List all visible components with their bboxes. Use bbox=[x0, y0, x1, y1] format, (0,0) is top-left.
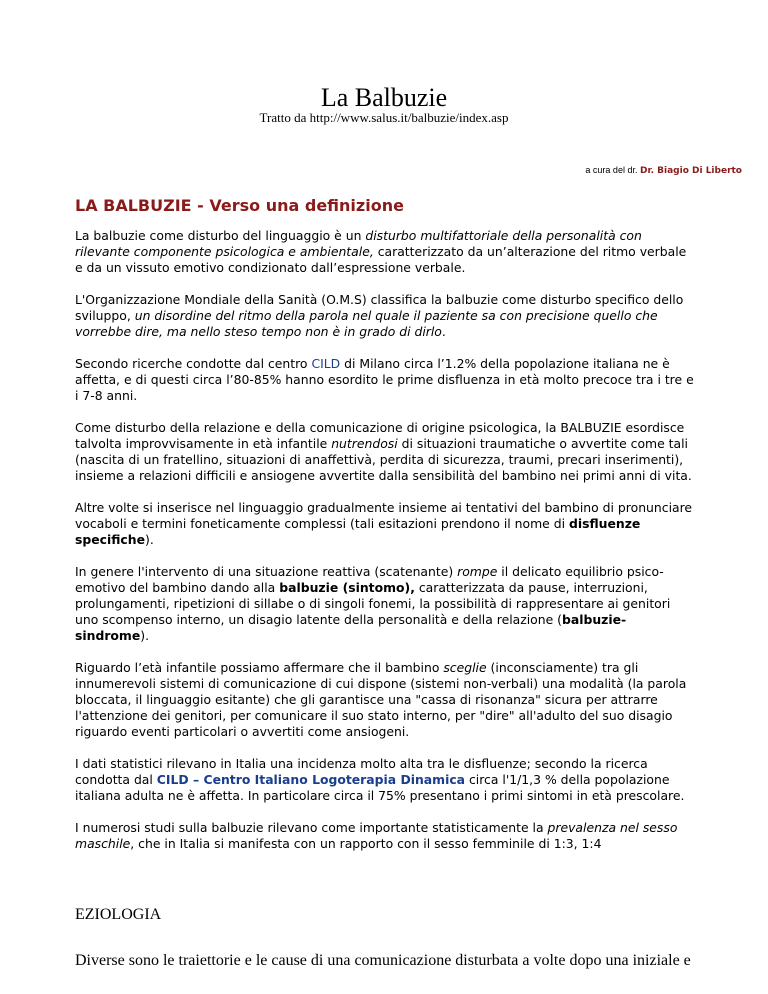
p1-italic: disturbo multifattoriale della personalità con rilevante componente psicologica e ambientale, bbox=[75, 228, 642, 259]
p6-text-c: il delicato equilibrio psico-emotivo del bambino dando alla bbox=[75, 564, 664, 595]
cild-link[interactable]: CILD bbox=[311, 356, 341, 371]
p4-text-a: Come disturbo della relazione e della comunicazione di origine psicologica, la BALBUZIE esordisce talvolta improvvisamente in età infantile bbox=[75, 420, 685, 451]
p3-text-b: di Milano circa l’1.2% della popolazione italiana ne è affetta, e di questi circa l’80-85% hanno esordito le prime disfluenza in età molto precoce tra i tre e i 7-8 anni. bbox=[75, 356, 694, 403]
p9-text-a: I numerosi studi sulla balbuzie rilevano come importante statisticamente la bbox=[75, 820, 548, 835]
p4-text-c: di situazioni traumatiche o avvertite come tali (nascita di un fratellino, situazioni di anaffettivà, perdita di sicurezza, traumi, precari inserimenti), insieme a relazioni difficili e ansiogene avvertite dalla sensibilità del bambino nei primi anni di vita. bbox=[75, 436, 692, 483]
p5-bold: disfluenze specifiche bbox=[75, 516, 641, 547]
section-heading: LA BALBUZIE - Verso una definizione bbox=[75, 196, 404, 215]
paragraph-1 bbox=[75, 228, 697, 276]
p2-text-a: L'Organizzazione Mondiale della Sanità (O.M.S) classifica la balbuzie come disturbo specifico dello sviluppo, bbox=[75, 292, 684, 323]
credit-prefix: a cura del dr. bbox=[585, 165, 640, 175]
p7-text-a: Riguardo l’età infantile possiamo affermare che il bambino bbox=[75, 660, 444, 675]
paragraph-7 bbox=[75, 660, 697, 740]
p1-text-c: caratterizzato da un’alterazione del ritmo verbale e da un vissuto emotivo condizionato dall’espressione verbale. bbox=[75, 244, 687, 275]
author-credit bbox=[585, 164, 742, 177]
cild-full-link[interactable]: CILD – Centro Italiano Logoterapia Dinamica bbox=[156, 772, 466, 787]
p6-bold-2: balbuzie-sindrome bbox=[75, 612, 627, 643]
p6-italic: rompe bbox=[457, 564, 498, 579]
p7-italic: sceglie bbox=[443, 660, 487, 675]
p6-text-a: In genere l'intervento di una situazione reattiva (scatenante) bbox=[75, 564, 458, 579]
section2-heading: EZIOLOGIA bbox=[75, 906, 162, 923]
p9-italic: prevalenza nel sesso maschile bbox=[75, 820, 678, 851]
body-text bbox=[75, 228, 697, 868]
p2-italic: un disordine del ritmo della parola nel quale il paziente sa con precisione quello che vorrebbe dire, ma nello steso tempo non è in grado di dirlo bbox=[75, 308, 658, 339]
paragraph-3 bbox=[75, 356, 697, 404]
paragraph-4 bbox=[75, 420, 697, 484]
p6-text-g: ). bbox=[140, 628, 150, 643]
paragraph-2 bbox=[75, 292, 697, 340]
p7-text-c: (inconsciamente) tra gli innumerevoli sistemi di comunicazione di cui dispone (sistemi non-verbali) una modalità (la parola bloccata, il linguaggio esitante) che gli garantisce una "cassa di risonanza" sicura per attrarre l'attenzione dei genitori, per comunicare il suo stato interno, per "dire" all'adulto del suo disagio riguardo eventi particolari o avvertiti come ansiogeni. bbox=[75, 660, 687, 739]
p5-text-c: ). bbox=[145, 532, 154, 547]
p3-text-a: Secondo ricerche condotte dal centro bbox=[75, 356, 312, 371]
p8-text-a: I dati statistici rilevano in Italia una incidenza molto alta tra le disfluenze; secondo la ricerca condotta dal bbox=[75, 756, 648, 787]
source-subtitle: Tratto da http://www.salus.it/balbuzie/index.asp bbox=[259, 110, 509, 125]
p6-bold-1: balbuzie (sintomo), bbox=[279, 580, 415, 595]
paragraph-5 bbox=[75, 500, 697, 548]
author-name: Dr. Biagio Di Liberto bbox=[639, 166, 742, 176]
p9-text-c: , che in Italia si manifesta con un rapporto con il sesso femminile di 1:3, 1:4 bbox=[130, 836, 602, 851]
paragraph-6 bbox=[75, 564, 697, 644]
p2-text-c: . bbox=[441, 324, 446, 339]
p4-italic: nutrendosi bbox=[331, 436, 398, 451]
paragraph-8 bbox=[75, 756, 697, 804]
section2-text: Diverse sono le traiettorie e le cause di una comunicazione disturbata a volte dopo una iniziale e bbox=[75, 952, 691, 969]
p1-text-a: La balbuzie come disturbo del linguaggio è un bbox=[75, 228, 366, 243]
document-title: La Balbuzie bbox=[320, 83, 448, 112]
p6-text-e: caratterizzata da pause, interruzioni, prolungamenti, ripetizioni di sillabe o di singoli fonemi, la possibilità di rappresentare ai genitori uno scompenso interno, un disagio latente della personalità e della relazione ( bbox=[75, 580, 671, 627]
p8-text-b: circa l'1/1,3 % della popolazione italiana adulta ne è affetta. In particolare circa il 75% presentano i primi sintomi in età prescolare. bbox=[75, 772, 685, 803]
p5-text-a: Altre volte si inserisce nel linguaggio gradualmente insieme ai tentativi del bambino di pronunciare vocaboli e termini foneticamente complessi (tali esitazioni prendono il nome di bbox=[75, 500, 693, 531]
paragraph-9 bbox=[75, 820, 697, 852]
